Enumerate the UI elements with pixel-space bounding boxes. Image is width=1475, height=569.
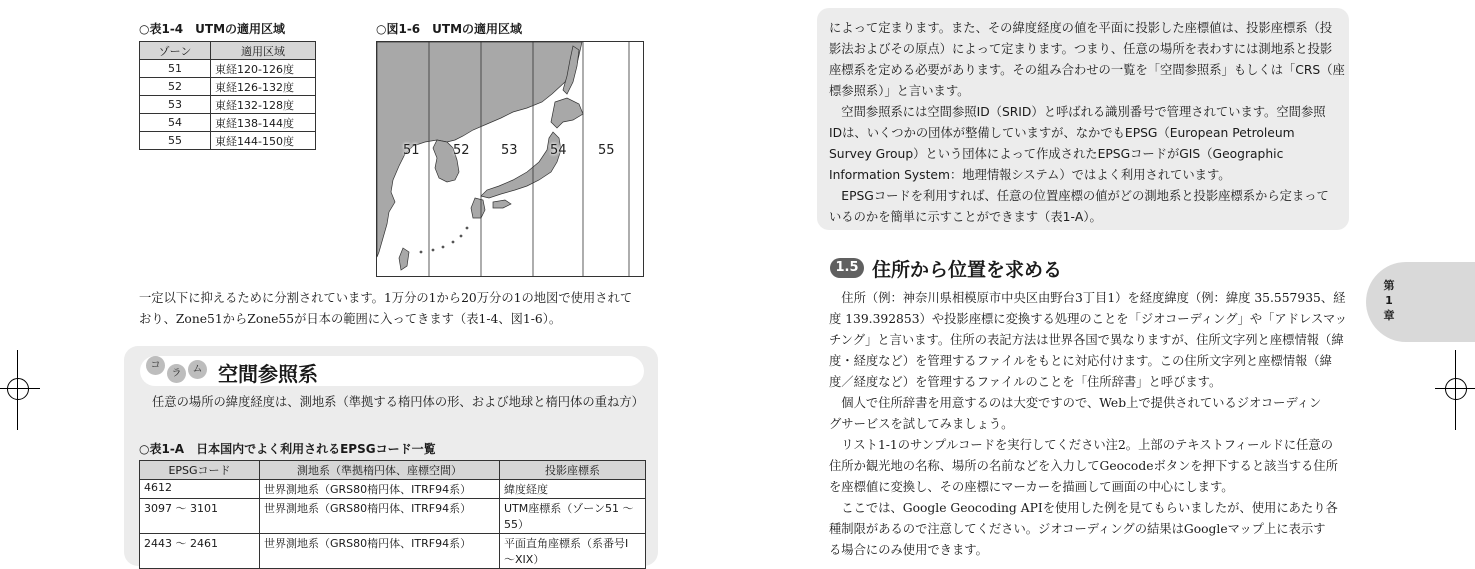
chapter-tab-char: 章 [1383, 309, 1395, 322]
table-row [140, 78, 316, 96]
text-line: 度・経度など）を管理するファイルをもとに対応付けます。この住所文字列と座標情報（緯 [829, 354, 1332, 368]
column-title-bar [140, 356, 644, 386]
registration-mark-right [1445, 378, 1467, 400]
text-line: る場合にのみ使用できます。 [829, 543, 988, 557]
section-number-badge: 1.5 [830, 258, 864, 278]
text-line: 度 139.392853）や投影座標に変換する処理のことを「ジオコーディング」や「アドレスマッ [829, 312, 1348, 326]
epsg-table [139, 460, 646, 569]
table-header: 適用区域 [211, 42, 316, 60]
chapter-tab-char: 1 [1385, 294, 1393, 307]
table-1-4-caption: ○表1-4 UTMの適用区域 [139, 22, 286, 36]
projection-cell: 緯度経度 [500, 480, 646, 499]
text-line: 住所か観光地の名称、場所の名前などを入力してGeocodeボタンを押下すると該当する住所 [829, 459, 1338, 473]
registration-line [1455, 350, 1456, 430]
chapter-tab-label [1382, 278, 1396, 323]
text-line: 個人で住所辞書を用意するのは大変ですので、Web上で提供されているジオコーディン [829, 396, 1322, 410]
table-header: EPSGコード [140, 461, 260, 480]
utm-zone-map [376, 41, 644, 277]
table-row [140, 114, 316, 132]
table-1-a-caption: ○表1-A 日本国内でよく利用されるEPSGコード一覧 [139, 442, 436, 456]
text-line: おり、Zone51からZone55が日本の範囲に入ってきます（表1-4、図1-6）。 [139, 312, 562, 326]
text-line: によって定まります。また、その緯度経度の値を平面に投影した座標値は、投影座標系（投 [829, 21, 1333, 35]
column-text: 任意の場所の緯度経度は、測地系（準拠する楕円体の形、および地球と楕円体の重ね方） [152, 395, 644, 409]
utm-zone-table [139, 41, 316, 150]
column-badge-ra: ラ [167, 364, 186, 383]
text-line: 空間参照系には空間参照ID（SRID）と呼ばれる識別番号で管理されています。空間参照 [829, 105, 1326, 119]
text-line: いるのかを簡単に示すことができます（表1-A）。 [829, 210, 1102, 224]
table-header: 投影座標系 [500, 461, 646, 480]
range-cell: 東経138-144度 [211, 114, 316, 132]
text-line: グサービスを試してみましょう。 [829, 417, 1014, 431]
epsg-code-cell: 4612 [140, 480, 260, 499]
registration-line [0, 388, 40, 389]
text-line: Information System：地理情報システム）ではよく利用されています。 [829, 168, 1231, 182]
projection-cell: 平面直角座標系（系番号I ～XIX） [500, 534, 646, 569]
projection-cell: UTM座標系（ゾーン51 ～ 55） [500, 499, 646, 534]
text-line: リスト1-1のサンプルコードを実行してください注2。上部のテキストフィールドに任意の [829, 438, 1334, 452]
registration-mark-left [7, 378, 29, 400]
chapter-tab-char: 第 [1383, 279, 1395, 292]
zone-cell: 53 [140, 96, 211, 114]
text-line: 一定以下に抑えるために分割されています。1万分の1から20万分の1の地図で使用されて [139, 291, 633, 305]
text-line: を座標値に変換し、その座標にマーカーを描画して画面の中心にします。 [829, 480, 1234, 494]
zone-cell: 52 [140, 78, 211, 96]
datum-cell: 世界測地系（GRS80楕円体、ITRF94系） [260, 534, 500, 569]
text-line: 度／経度など）を管理するファイルのことを「住所辞書」と呼びます。 [829, 375, 1222, 389]
table-row [140, 96, 316, 114]
range-cell: 東経132-128度 [211, 96, 316, 114]
zone-label-54: 54 [550, 143, 567, 158]
table-header: 測地系（準拠楕円体、座標空間） [260, 461, 500, 480]
table-row [140, 60, 316, 78]
zone-label-55: 55 [598, 143, 615, 158]
text-line: EPSGコードを利用すれば、任意の位置座標の値がどの測地系と投影座標系から定まって [829, 189, 1329, 203]
datum-cell: 世界測地系（GRS80楕円体、ITRF94系） [260, 480, 500, 499]
column-badge-mu: ム [188, 360, 207, 379]
zone-cell: 51 [140, 60, 211, 78]
zone-cell: 54 [140, 114, 211, 132]
datum-cell: 世界測地系（GRS80楕円体、ITRF94系） [260, 499, 500, 534]
body-paragraph [139, 288, 632, 330]
range-cell: 東経120-126度 [211, 60, 316, 78]
table-header: ゾーン [140, 42, 211, 60]
section-body [829, 288, 1347, 561]
text-line: Survey Group）という団体によって作成されたEPSGコードがGIS（Geographic [829, 147, 1284, 161]
text-line: 影法およびその原点）によって定まります。つまり、任意の場所を表わすには測地系と投影 [829, 42, 1333, 56]
text-line: IDは、いくつかの団体が整備していますが、なかでもEPSG（European Petroleum [829, 126, 1295, 140]
column-continuation-text [829, 18, 1345, 228]
zone-label-52: 52 [453, 143, 470, 158]
range-cell: 東経126-132度 [211, 78, 316, 96]
epsg-code-cell: 3097 ～ 3101 [140, 499, 260, 534]
table-row [140, 132, 316, 150]
range-cell: 東経144-150度 [211, 132, 316, 150]
registration-line [17, 350, 18, 430]
text-line: 住所（例：神奈川県相模原市中央区由野台3丁目1）を経度緯度（例：緯度 35.557935、経 [829, 291, 1346, 305]
zone-label-53: 53 [501, 143, 518, 158]
column-badge-ko: コ [146, 356, 165, 375]
text-line: ここでは、Google Geocoding APIを使用した例を見てもらいましたが、使用にあたり各 [829, 501, 1338, 515]
text-line: 座標系を定める必要があります。その組み合わせの一覧を「空間参照系」もしくは「CRS（座 [829, 63, 1345, 77]
zone-cell: 55 [140, 132, 211, 150]
epsg-code-cell: 2443 ～ 2461 [140, 534, 260, 569]
column-title: 空間参照系 [218, 362, 318, 386]
zone-label-51: 51 [403, 143, 420, 158]
table-row [140, 534, 646, 569]
text-line: 標参照系）」と言います。 [829, 84, 970, 98]
figure-1-6-caption: ○図1-6 UTMの適用区域 [376, 22, 523, 36]
map-graphic [377, 42, 643, 276]
text-line: チング」と言います。住所の表記方法は世界各国で異なりますが、住所文字列と座標情報（緯 [829, 333, 1344, 347]
section-title: 住所から位置を求める [872, 259, 1063, 281]
text-line: 種制限があるので注意してください。ジオコーディングの結果はGoogleマップ上に表示す [829, 522, 1326, 536]
table-row [140, 499, 646, 534]
table-row [140, 480, 646, 499]
